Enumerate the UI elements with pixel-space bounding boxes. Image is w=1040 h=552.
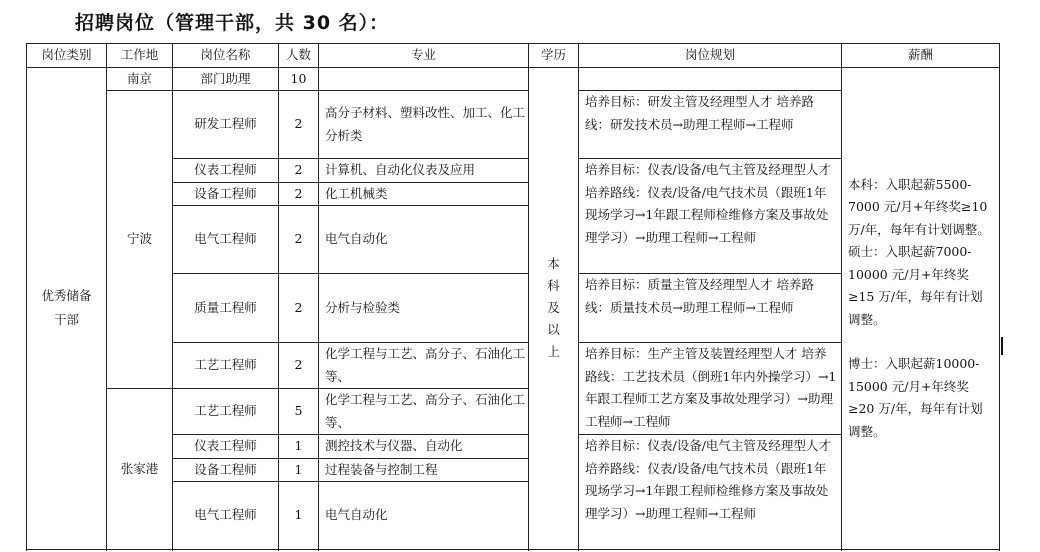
major-cell: 化学工程与工艺、高分子、石油化工等、 xyxy=(319,389,529,435)
position-cell: 质量工程师 xyxy=(173,274,279,343)
position-cell: 仪表工程师 xyxy=(173,159,279,183)
count-cell: 1 xyxy=(279,458,319,482)
jobs-table xyxy=(26,43,1000,550)
position-cell: 工艺工程师 xyxy=(173,343,279,389)
count-cell: 5 xyxy=(279,389,319,435)
position-cell: 设备工程师 xyxy=(173,458,279,482)
position-cell: 仪表工程师 xyxy=(173,435,279,459)
position-cell: 工艺工程师 xyxy=(173,389,279,435)
page-title: 招聘岗位（管理干部，共 30 名）： xyxy=(75,12,390,34)
plan-process: 培养目标：生产主管及装置经理型人才 培养路线：工艺技术员（倒班1年内外操学习）→1年跟工程师工艺方案及事故处理学习）→助理工程师→工程师 xyxy=(579,343,842,435)
text-cursor xyxy=(1001,337,1003,355)
location-nanjing: 南京 xyxy=(107,67,173,91)
header-salary: 薪酬 xyxy=(842,44,1000,68)
position-cell: 电气工程师 xyxy=(173,206,279,274)
header-major: 专业 xyxy=(319,44,529,68)
count-cell: 2 xyxy=(279,182,319,206)
salary-phd: 博士：入职起薪10000-15000 元/月+年终奖≥20 万/年，每年有计划调整。 xyxy=(848,356,983,439)
plan-quality: 培养目标：质量主管及经理型人才 培养路线：质量技术员→助理工程师→工程师 xyxy=(579,274,842,343)
category-cell xyxy=(27,67,107,550)
plan-eq2: 培养目标：仪表/设备/电气主管及经理型人才 培养路线：仪表/设备/电气技术员（跟班1年现场学习→1年跟工程师检维修方案及事故处理学习）→助理工程师→工程师 xyxy=(579,435,842,550)
header-count: 人数 xyxy=(279,44,319,68)
major-cell xyxy=(319,67,529,91)
salary-master: 硕士：入职起薪7000-10000 元/月+年终奖≥15 万/年，每年有计划调整。 xyxy=(848,244,983,327)
position-cell: 部门助理 xyxy=(173,67,279,91)
header-location: 工作地 xyxy=(107,44,173,68)
count-cell: 1 xyxy=(279,435,319,459)
count-cell: 1 xyxy=(279,482,319,550)
count-cell: 2 xyxy=(279,159,319,183)
major-cell: 过程装备与控制工程 xyxy=(319,458,529,482)
count-cell: 2 xyxy=(279,274,319,343)
major-cell: 测控技术与仪器、自动化 xyxy=(319,435,529,459)
major-cell: 高分子材料、塑料改性、加工、化工分析类 xyxy=(319,91,529,159)
header-category: 岗位类别 xyxy=(27,44,107,68)
header-row xyxy=(27,44,1000,68)
position-cell: 研发工程师 xyxy=(173,91,279,159)
salary-cell xyxy=(842,67,1000,550)
count-cell: 2 xyxy=(279,206,319,274)
education-cell xyxy=(529,67,579,550)
header-plan: 岗位规划 xyxy=(579,44,842,68)
plan-cell-empty xyxy=(579,67,842,91)
location-zhangjiagang: 张家港 xyxy=(107,389,173,550)
count-cell: 2 xyxy=(279,91,319,159)
salary-bachelor: 本科：入职起薪5500-7000 元/月+年终奖≥10 万/年，每年有计划调整。 xyxy=(848,176,990,237)
count-cell: 2 xyxy=(279,343,319,389)
position-cell: 电气工程师 xyxy=(173,482,279,550)
major-cell: 分析与检验类 xyxy=(319,274,529,343)
location-ningbo: 宁波 xyxy=(107,91,173,389)
major-cell: 计算机、自动化仪表及应用 xyxy=(319,159,529,183)
plan-eq1: 培养目标：仪表/设备/电气主管及经理型人才 培养路线：仪表/设备/电气技术员（跟班1年现场学习→1年跟工程师检维修方案及事故处理学习）→助理工程师→工程师 xyxy=(579,159,842,274)
plan-rd: 培养目标：研发主管及经理型人才 培养路线：研发技术员→助理工程师→工程师 xyxy=(579,91,842,159)
header-education: 学历 xyxy=(529,44,579,68)
education-text: 本科及以上 xyxy=(547,256,560,360)
major-cell: 电气自动化 xyxy=(319,482,529,550)
position-cell: 设备工程师 xyxy=(173,182,279,206)
category-text: 优秀储备干部 xyxy=(41,288,92,328)
header-position: 岗位名称 xyxy=(173,44,279,68)
major-cell: 化学工程与工艺、高分子、石油化工等、 xyxy=(319,343,529,389)
table-row xyxy=(27,67,1000,91)
count-cell: 10 xyxy=(279,67,319,91)
major-cell: 电气自动化 xyxy=(319,206,529,274)
major-cell: 化工机械类 xyxy=(319,182,529,206)
